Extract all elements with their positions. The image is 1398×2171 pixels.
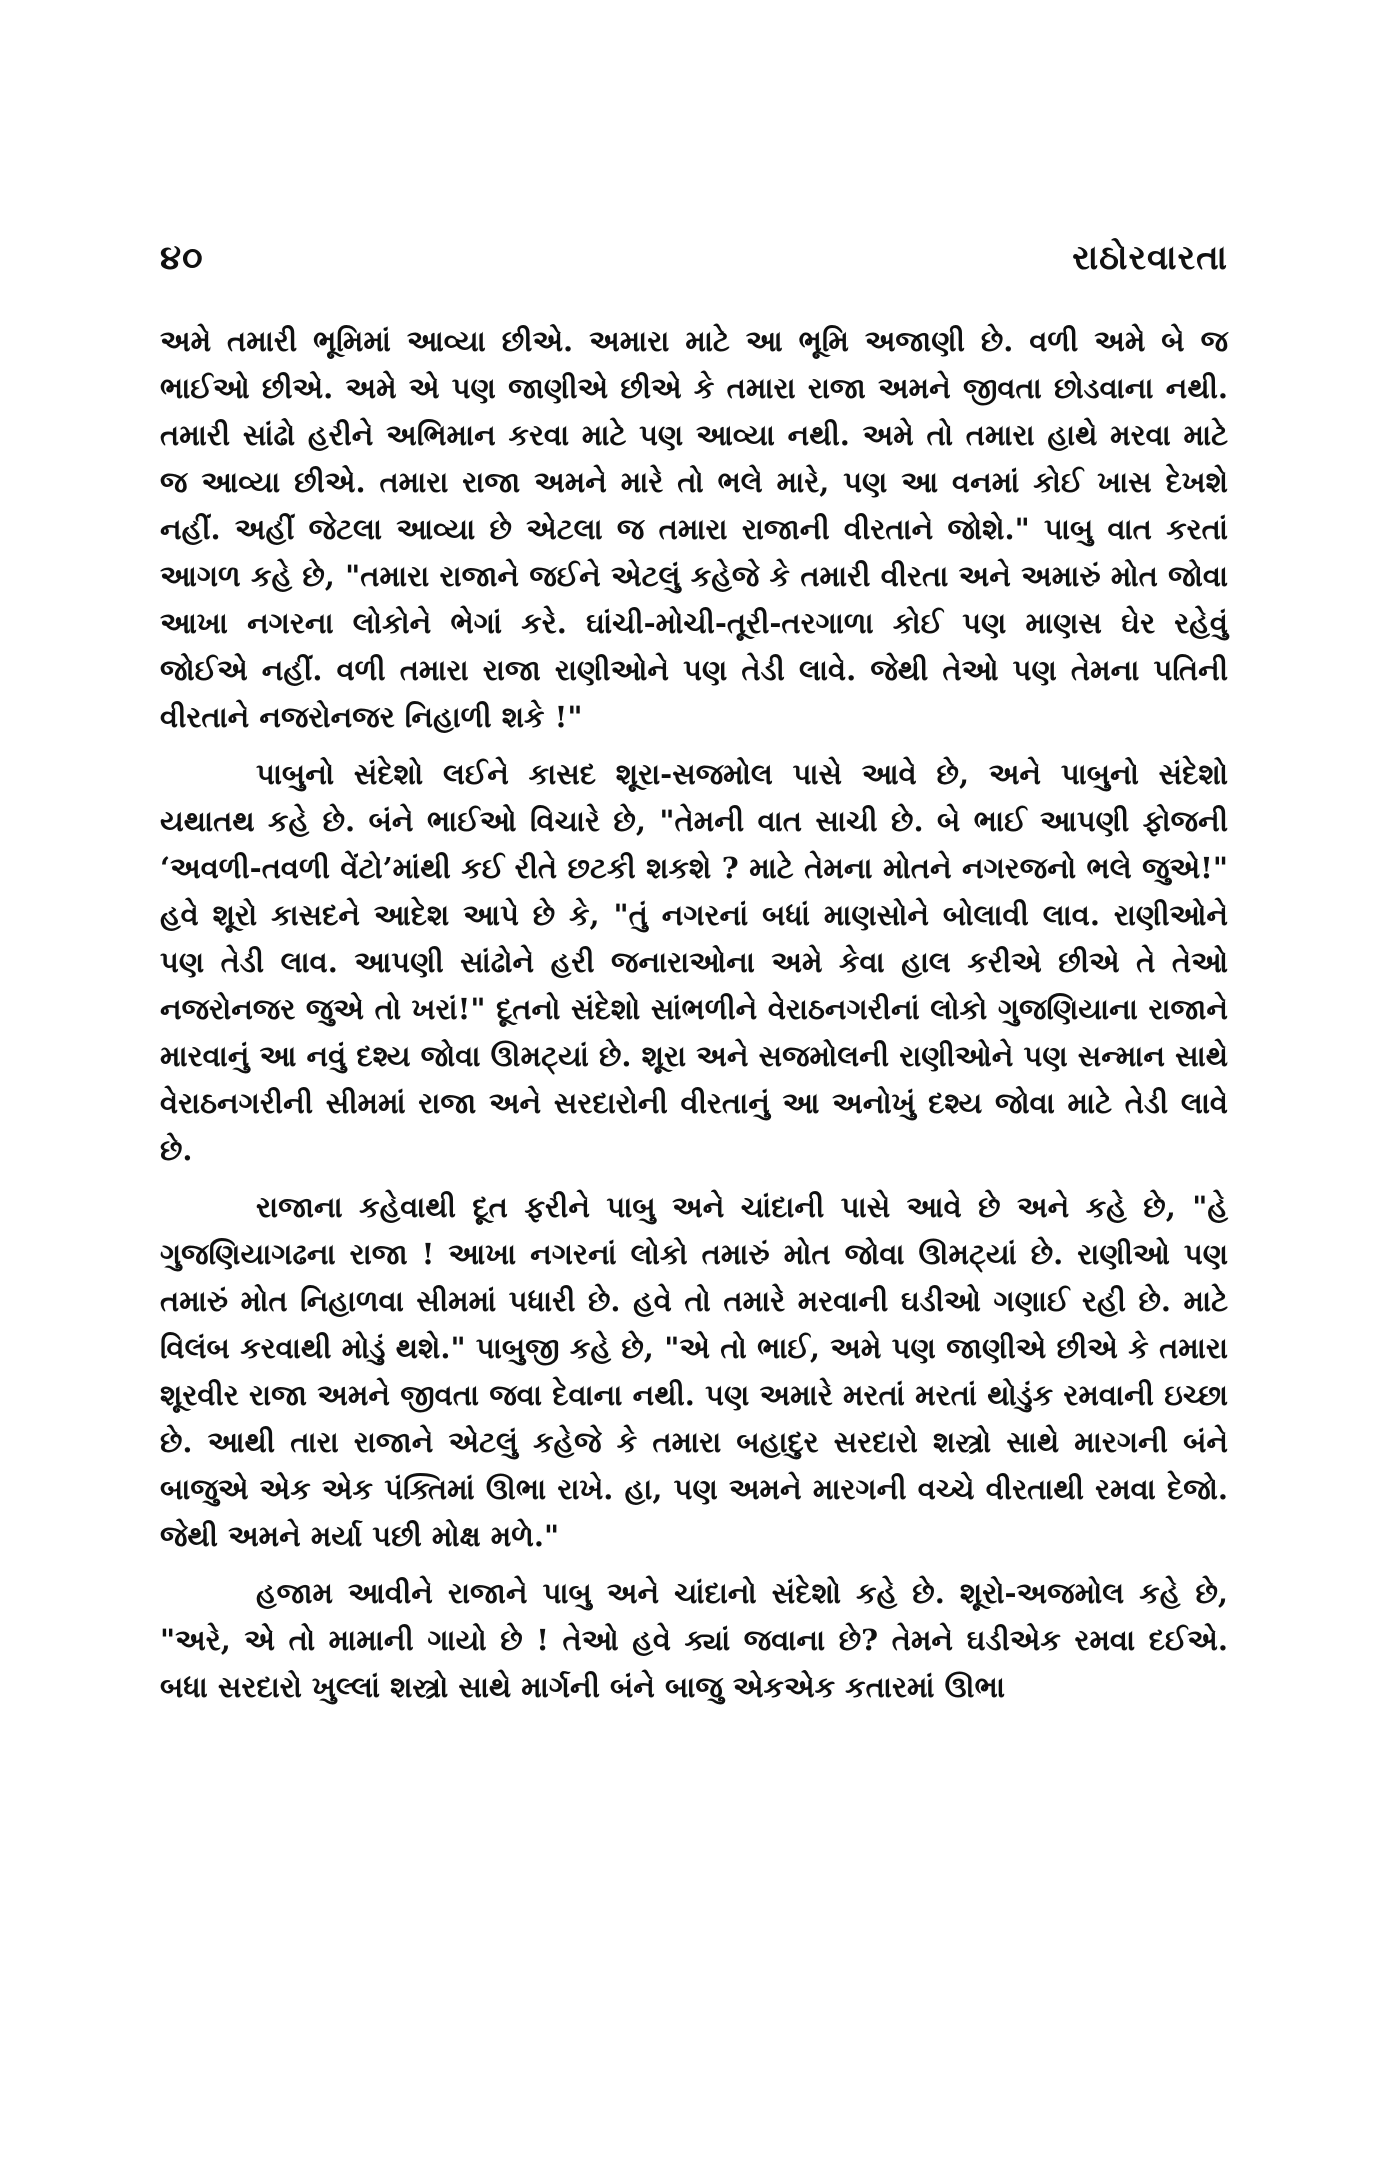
body-text (160, 318, 1228, 1721)
paragraph-4: હજામ આવીને રાજાને પાબુ અને ચાંદાનો સંદેશો કહે છે. શૂરો-અજમોલ કહે છે, "અરે, એ તો મામાની ગાયો છે ! તેઓ હવે ક્યાં જવાના છે? તેમને ઘડીએક રમવા દઈએ. બધા સરદારો ખુલ્લાં શસ્ત્રો સાથે માર્ગની બંને બાજુ એકએક કતારમાં ઊભા (160, 1576, 1228, 1704)
page-header (160, 238, 1228, 288)
paragraph-1: અમે તમારી ભૂમિમાં આવ્યા છીએ. અમારા માટે આ ભૂમિ અજાણી છે. વળી અમે બે જ ભાઈઓ છીએ. અમે એ પણ જાણીએ છીએ કે તમારા રાજા અમને જીવતા છોડવાના નથી. તમારી સાંઢો હરીને અભિમાન કરવા માટે પણ આવ્યા નથી. અમે તો તમારા હાથે મરવા માટે જ આવ્યા છીએ. તમારા રાજા અમને મારે તો ભલે મારે, પણ આ વનમાં કોઈ ખાસ દેખશે નહીં. અહીં જેટલા આવ્યા છે એટલા જ તમારા રાજાની વીરતાને જોશે." પાબુ વાત કરતાં આગળ કહે છે, "તમારા રાજાને જઈને એટલું કહેજે કે તમારી વીરતા અને અમારું મોત જોવા આખા નગરના લોકોને ભેગાં કરે. ઘાંચી-મોચી-તૂરી-તરગાળા કોઈ પણ માણસ ઘેર રહેવું જોઈએ નહીં. વળી તમારા રાજા રાણીઓને પણ તેડી લાવે. જેથી તેઓ પણ તેમના પતિની વીરતાને નજરોનજર નિહાળી શકે !" (160, 324, 1228, 734)
paragraph-3: રાજાના કહેવાથી દૂત ફરીને પાબુ અને ચાંદાની પાસે આવે છે અને કહે છે, "હે ગુજણિયાગઢના રાજા ! આખા નગરનાં લોકો તમારું મોત જોવા ઊમટ્યાં છે. રાણીઓ પણ તમારું મોત નિહાળવા સીમમાં પધારી છે. હવે તો તમારે મરવાની ઘડીઓ ગણાઈ રહી છે. માટે વિલંબ કરવાથી મોડું થશે." પાબુજી કહે છે, "એ તો ભાઈ, અમે પણ જાણીએ છીએ કે તમારા શૂરવીર રાજા અમને જીવતા જવા દેવાના નથી. પણ અમારે મરતાં મરતાં થોડુંક રમવાની ઇચ્છા છે. આથી તારા રાજાને એટલું કહેજે કે તમારા બહાદુર સરદારો શસ્ત્રો સાથે મારગની બંને બાજુએ એક એક પંક્તિમાં ઊભા રાખે. હા, પણ અમને મારગની વચ્ચે વીરતાથી રમવા દેજો. જેથી અમને મર્યા પછી મોક્ષ મળે." (160, 1190, 1228, 1553)
page-number: ૪૦ (160, 238, 204, 278)
paragraph-2: પાબુનો સંદેશો લઈને કાસદ શૂરા-સજમોલ પાસે આવે છે, અને પાબુનો સંદેશો યથાતથ કહે છે. બંને ભાઈઓ વિચારે છે, "તેમની વાત સાચી છે. બે ભાઈ આપણી ફોજની ‘અવળી-તવળી વેંટો’માંથી કઈ રીતે છટકી શકશે ? માટે તેમના મોતને નગરજનો ભલે જુએ!" હવે શૂરો કાસદને આદેશ આપે છે કે, "તું નગરનાં બધાં માણસોને બોલાવી લાવ. રાણીઓને પણ તેડી લાવ. આપણી સાંઢોને હરી જનારાઓના અમે કેવા હાલ કરીએ છીએ તે તેઓ નજરોનજર જુએ તો ખરાં!" દૂતનો સંદેશો સાંભળીને વેરાઠનગરીનાં લોકો ગુજણિયાના રાજાને મારવાનું આ નવું દશ્ય જોવા ઊમટ્યાં છે. શૂરા અને સજમોલની રાણીઓને પણ સન્માન સાથે વેરાઠનગરીની સીમમાં રાજા અને સરદારોની વીરતાનું આ અનોખું દશ્ય જોવા માટે તેડી લાવે છે. (160, 757, 1228, 1167)
running-title: રાઠોરવારતા (1072, 238, 1228, 278)
